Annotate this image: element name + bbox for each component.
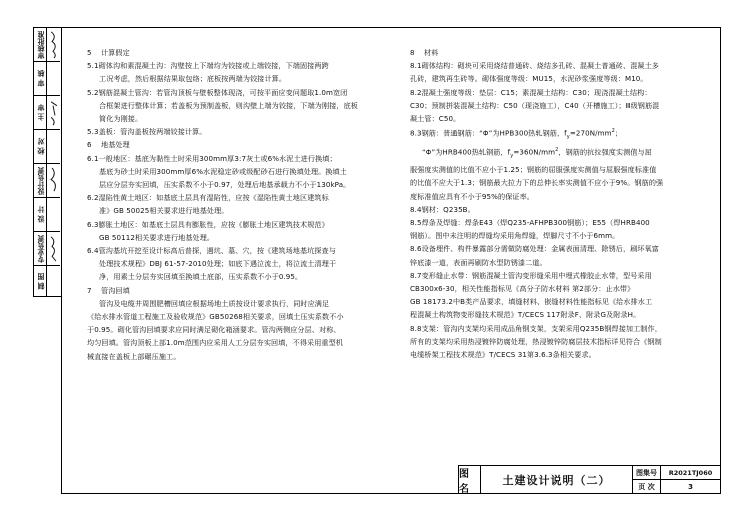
signature [48,266,60,296]
page-number: 3 [688,483,693,491]
para-8-6: 8.6设备埋件、构件暴露部分需做防腐处理：金属表面清理、除锈后，刷环氧富 [410,244,659,254]
signature [48,130,60,163]
para-8-3: 8.3钢筋：普通钢筋：“Φ”为HPB300热轧钢筋，$f_y=270N/mm^2$； [410,128,623,140]
binding-label: 校 对 [36,138,45,155]
right-column: 8 材料 8.1砌体结构：砌块可采用烧结普通砖、烧结多孔砖、混凝土普通砖、混凝土多 孔砖，建筑再生砖等。砌体强度等级：MU15，水泥砂浆强度等级：M10。 8.2混凝土强度等级：垫层：C15；素混凝土结构：C30；现浇混凝土结构： C30；预制拼装混凝土结构：C50（现浇施工），C40（开槽施工）；Ⅲ级钢筋混 凝土管：C50。 8.3钢筋：普通钢筋：“Φ”为HPB300热轧钢筋，$f_y=270N/mm^2$； “Φ”为HRB400热轧钢筋，$f_y=360N/mm^2$，钢筋的抗拉强度实测值与屈 服强度实测值的比值不应小于1.25；钢筋的屈服强度实测值与屈服强度标准值 的比值不应大于1.3；钢筋最大拉力下的总伸长率实测值不应小于9%。钢筋的强 度标准值应具有不小于95%的保证率。 8.4钢材：Q235B。 8.5焊条及焊缝：焊条E43（焊Q235-AFHPB300钢筋）；E55（焊HRB400 钢筋）。图中未注明的焊缝均采用角焊缝，焊脚尺寸不小于6mm。 8.6设备埋件、构件暴露部分需做防腐处理：金属表面清理、除锈后，刷环氧富 锌底漆一道，表面再刷防水型防锈漆二道。 8.7变形缝止水带：钢筋混凝土管沟变形缝采用中埋式橡胶止水带，型号采用 CB300x6-30，相关性能指标见《高分子防水材料 第2部分：止水带》 GB 18173.2中B类产品要求，填缝材料、嵌缝材料性能指标见《给水排水工 程混凝土构筑物变形缝技术规范》T/CECS 117附录F、附录G及附录H。 8.8支架：管沟内支架均采用成品角钢支架，支架采用Q235B钢焊接加工制作， 所有的支架均采用热浸镀锌防腐处理，热浸镀锌防腐层技术指标详见符合《钢制 电缆桥架工程技术规范》T/CECS 31第3.6.3条相关要求。 [410,46,710,361]
signature [48,164,60,197]
atlas-number-value: R2021TJ060 [661,466,720,480]
atlas-number-label: 图集号 [633,466,660,480]
binding-label: 专业负责 [36,234,45,263]
para-5-1-cont: 工况考虑，然后根据结果取包络；底板按两端为铰接计算。 [99,74,287,84]
binding-label: 设计负责 [36,166,45,195]
para-7: 管沟及电缆井周围肥槽回填应根据场地土质按设计要求执行，同时应满足 [99,298,330,308]
drawing-name-label: 图 名 [459,466,481,494]
binding-cell-check [34,130,60,164]
page-label: 页 次 [638,483,655,491]
binding-cell-discipline-lead [34,232,60,266]
drawing-title: 土建设计说明（二） [481,466,633,494]
binding-cell-review [34,62,60,96]
para-8-2: 8.2混凝土强度等级：垫层：C15；素混凝土结构：C30；现浇混凝土结构： [410,87,652,97]
para-8-5: 8.5焊条及焊缝：焊条E43（焊Q235-AFHPB300钢筋）；E55（焊HRB400 [410,217,650,227]
para-6-1: 6.1一般地区：基底为黏性土时采用300mm厚3:7灰土或6%水泥土进行换填； [87,153,337,163]
binding-label: 制 图 [36,272,45,290]
binding-cell-drafting [34,266,60,296]
binding-label: 主 审 [36,104,45,121]
signature [48,232,60,265]
signature [48,62,60,95]
left-column: 5 计算假定 5.1砌体沟和素混凝土沟：沟壁按上下端均为铰接或上端铰接，下端固接两跨 工况考虑，然后根据结果取包络；底板按两端为铰接计算。 5.2钢筋混凝土管沟：若管沟顶板与壁板整体现浇，可按平面应变问题取1.0m宽闭 合框架进行整体计算；若盖板为预制盖板，则沟壁上端为铰接，下端为刚接，底板 简化为刚接。 5.3盖板：管沟盖板按两端铰接计算。 6 地基处理 6.1一般地区：基底为黏性土时采用300mm厚3:7灰土或6%水泥土进行换填； 基底为砂土时采用300mm厚6%水泥稳定砂或级配砂石进行换填处理。换填土 层应分层夯实回填，压实系数不小于0.97，处理后地基承载力不小于130kPa。 6.2湿陷性黄土地区：如基底土层具有湿陷性，应按《湿陷性黄土地区建筑标 准》GB 50025相关要求进行地基处理。 6.3膨胀土地区：如基底土层具有膨胀性，应按《膨胀土地区建筑技术规范》 GB 50112相关要求进行地基处理。 6.4管沟基坑开挖至设计标高后普探，遇坑、墓、穴，按《建筑场地基坑探查与 处理技术规程》DBJ 61-57-2010处理；如底下遇泣流土，将泣流土清理干 净，用素土分层夯实回填至换填土底部，压实系数不小于0.95。 7 管沟回填 管沟及电缆井周围肥槽回填应根据场地土质按设计要求执行，同时应满足 《给水排水管道工程施工及验收规范》GB50268相关要求，回填土压实系数不小 于0.95。砌化管沟回填要求应同时满足砌化箱涵要求。管沟两侧应分层、对称、 均匀回填。管沟顶板上部1.0m范围内应采用人工分层夯实回填，不得采用重型机 械直接在盖板上部碾压施工。 [87,46,394,363]
binding-label: 审 核 [36,70,45,87]
para-8-8: 8.8支架：管沟内支架均采用成品角钢支架，支架采用Q235B钢焊接加工制作， [410,323,662,333]
para-8-4: 8.4钢材：Q235B。 [410,204,475,214]
binding-cell-approval [34,28,60,62]
para-8-1: 8.1砌体结构：砌块可采用烧结普通砖、烧结多孔砖、混凝土普通砖、混凝土多 [410,61,659,71]
para-8-7: 8.7变形缝止水带：钢筋混凝土管沟变形缝采用中埋式橡胶止水带，型号采用 [410,270,652,280]
signature [48,28,60,61]
section-heading-7: 7 管沟回填 [87,285,130,295]
para-6-4: 6.4管沟基坑开挖至设计标高后普探，遇坑、墓、穴，按《建筑场地基坑探查与 [87,246,336,256]
para-6-3: 6.3膨胀土地区：如基底土层具有膨胀性，应按《膨胀土地区建筑技术规范》 [87,219,329,229]
binding-strip [33,27,61,297]
para-5-3: 5.3盖板：管沟盖板按两端铰接计算。 [87,127,207,137]
binding-cell-design [34,198,60,232]
section-heading-6: 6 地基处理 [87,140,130,150]
binding-cell-chief [34,96,60,130]
signature [48,198,60,231]
title-block [458,465,721,494]
binding-label: 审核批准 [36,30,45,59]
binding-cell-design-lead [34,164,60,198]
signature [48,96,60,129]
para-5-2: 5.2钢筋混凝土管沟：若管沟顶板与壁板整体现浇，可按平面应变问题取1.0m宽闭 [87,87,348,97]
para-6-2: 6.2湿陷性黄土地区：如基底土层具有湿陷性，应按《湿陷性黄土地区建筑标 [87,193,329,203]
section-heading-8: 8 材料 [410,48,439,57]
section-heading-5: 5 计算假定 [87,48,130,57]
binding-label: 设 计 [36,206,45,223]
para-5-1: 5.1砌体沟和素混凝土沟：沟壁按上下端均为铰接或上端铰接，下端固接两跨 [87,61,329,71]
